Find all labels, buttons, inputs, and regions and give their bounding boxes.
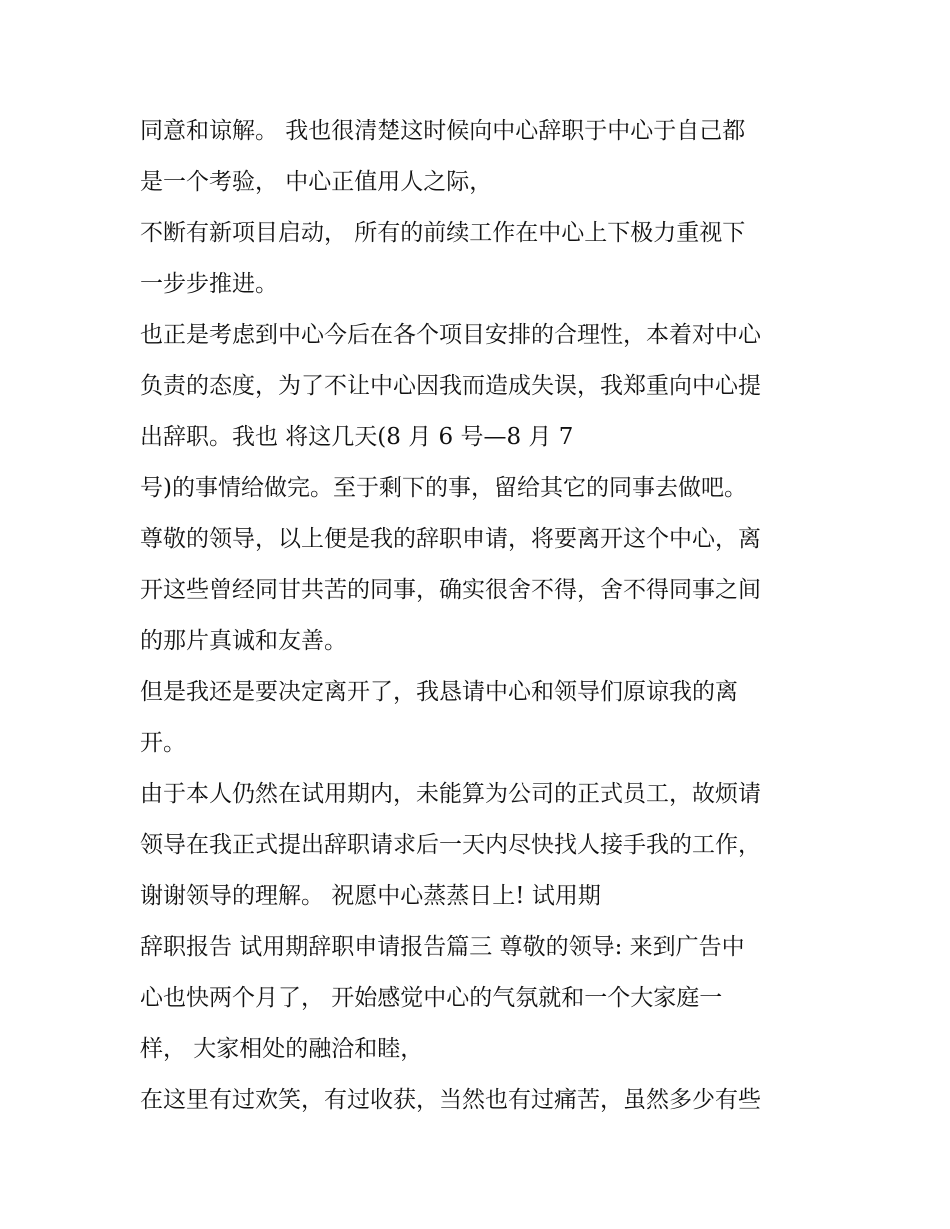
text-line: 也正是考虑到中心今后在各个项目安排的合理性，本着对中心 [140,322,761,348]
text-line: 在这里有过欢笑，有过收获，当然也有过痛苦，虽然多少有些 [140,1087,761,1113]
text-line: 辞职报告 试用期辞职申请报告篇三 尊敬的领导: 来到广告中 [140,934,745,960]
text-line: 是一个考验， 中心正值用人之际， [140,169,493,195]
body-text [140,106,830,1126]
text-line: 尊敬的领导，以上便是我的辞职申请，将要离开这个中心，离 [140,526,761,552]
text-line: 开这些曾经同甘共苦的同事，确实很舍不得，舍不得同事之间 [140,577,761,603]
text-line: 出辞职。我也 将这几天(8 月 6 号—8 月 7 [140,424,574,450]
text-line: 样， 大家相处的融洽和睦， [140,1036,424,1062]
text-line: 的那片真诚和友善。 [140,628,347,654]
text-line: 一步步推进。 [140,271,278,297]
text-line: 由于本人仍然在试用期内，未能算为公司的正式员工，故烦请 [140,781,761,807]
text-line: 负责的态度，为了不让中心因我而造成失误，我郑重向中心提 [140,373,761,399]
text-line: 开。 [140,730,186,756]
text-line: 同意和谅解。 我也很清楚这时候向中心辞职于中心于自己都 [140,118,746,144]
text-line: 但是我还是要决定离开了，我恳请中心和领导们原谅我的离 [140,679,738,705]
text-line: 号)的事情给做完。至于剩下的事，留给其它的同事去做吧。 [140,475,747,501]
text-line: 心也快两个月了， 开始感觉中心的气氛就和一个大家庭一 [140,985,723,1011]
text-line: 谢谢领导的理解。 祝愿中心蒸蒸日上! 试用期 [140,883,601,909]
text-line: 不断有新项目启动， 所有的前续工作在中心上下极力重视下 [140,220,746,246]
text-line: 领导在我正式提出辞职请求后一天内尽快找人接手我的工作， [140,832,761,858]
